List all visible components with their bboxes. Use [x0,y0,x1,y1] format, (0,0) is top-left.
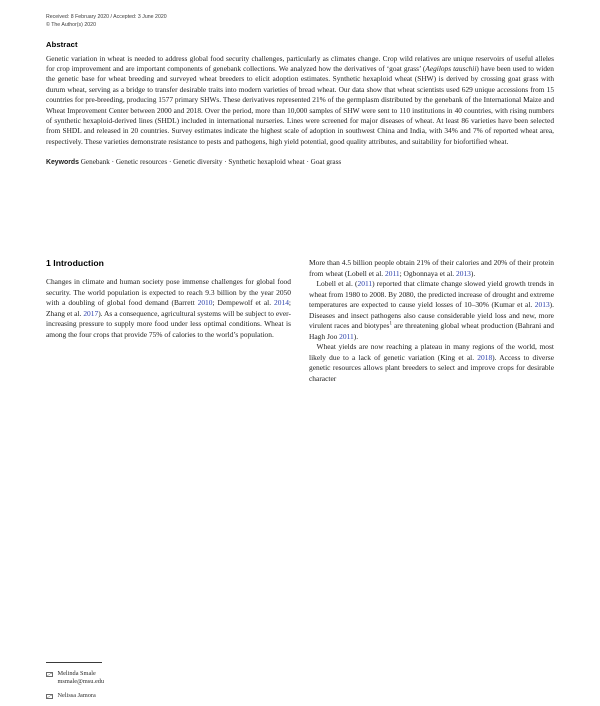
article-header [46,0,554,30]
author-name: Nelissa Jamora [57,691,96,699]
citation-kumar-2013[interactable]: 2013 [534,300,550,310]
page-content [46,0,554,699]
left-column [46,258,291,699]
citation-lobell-2011[interactable]: 2011 [385,268,400,278]
received-accepted-line: Received: 8 February 2020 / Accepted: 3 June 2020 [46,14,167,20]
right-paragraph-3 [309,342,554,384]
right-p2-text-b: ) reported that climate change slowed yield growth trends in wheat from 1980 to 2008. By 2080, the predicted increase of drought and extreme temperatures are expected to cause yield losses of 10–30% (Kumar et al. [309,279,554,310]
abstract-text-part1: Genetic variation in wheat is needed to address global food security challenges, particularly as climates change. Crop wild relatives are unique reservoirs of useful alleles for crop improvement and are important components of genebank collections. We analyzed how the derivatives of ‘goat grass’ ( [46,53,554,73]
left-p1-text-b: ; Dempewolf et al. [212,298,275,308]
abstract-body [46,54,554,148]
citation-barrett-2010[interactable]: 2010 [197,298,213,308]
right-paragraph-2 [309,279,554,342]
body-columns [46,258,554,699]
citation-dempewolf-2014[interactable]: 2014 [274,298,289,308]
right-p2-text-c: ). Diseases and insect pathogens also cause considerable yield loss and new, more virulent races and biotypes [309,300,554,331]
citation-king-2018[interactable]: 2018 [477,352,493,362]
citation-lobell-2011-inline[interactable]: 2011 [357,279,373,289]
species-name-italic: Aegilops tauschii [425,63,477,73]
correspondence-author-2 [58,692,96,700]
author-name: Melinda Smale [57,670,96,677]
left-p1-text-d: ). As a consequence, agricultural systems will be subject to ever-increasing pressure to supply more food under less optimal conditions. Wheat is among the four crops that provide 75% of calories to the world’s population. [46,308,291,339]
correspondence-entry-1 [46,670,291,686]
left-paragraph-1 [46,277,291,340]
envelope-icon [46,694,53,699]
envelope-icon [46,672,53,677]
right-p3-text-a: Wheat yields are now reaching a plateau in many regions of the world, most likely due to a lack of genetic variation (King et al. [309,342,554,362]
correspondence-author-1 [58,670,105,686]
footnote-separator-rule [46,662,102,663]
right-p2-text-a: Lobell et al. ( [316,279,358,289]
citation-bahrani-2011[interactable]: 2011 [339,331,354,341]
correspondence-entry-2 [46,692,291,700]
introduction-heading: 1 Introduction [46,258,104,268]
copyright-line: © The Author(s) 2020 [46,22,96,29]
abstract-heading: Abstract [46,40,78,50]
right-p2-text-e: ). [353,331,359,341]
author-email[interactable]: msmale@msu.edu [57,678,105,686]
citation-ogbonnaya-2013[interactable]: 2013 [456,268,471,278]
correspondence-block [46,662,291,706]
right-p1-text-b: ; Ogbonnaya et al. [399,268,456,278]
right-p2-text-d: are threatening global wheat production (Bahrani and Hagh Joo [309,321,554,341]
right-paragraph-1 [309,258,554,279]
keywords-label: Keywords [46,158,79,166]
right-column [309,258,554,385]
right-p3-text-b: ). Access to diverse genetic resources allows plant breeders to select and improve crops for desirable character [309,352,554,384]
left-p1-text-a: Changes in climate and human society pose immense challenges for global food security. The world population is expected to reach 9.3 billion by the year 2050 with a doubling of global food demand (Barrett [46,277,291,308]
abstract-text-part2: ) have been used to widen the genetic base for wheat breeding and surveyed wheat breeders to elicit adoption estimates. Synthetic hexaploid wheat (SHW) is derived by crossing goat grass with durum wheat, serving as a bridge to transfer desirable traits into modern varieties of bread wheat. Our data show that wheat scientists used 629 unique accessions from 15 countries for pre-breeding, producing 1577 primary SHWs. These derivatives represented 21% of the germplasm distributed by the genebank of the International Maize and Wheat Improvement Center between 2000 and 2018. Over the period, more than 10,000 samples of SHW were sent to 110 institutions in 40 countries, with rising numbers of synthetic hexaploid-derived lines (SHDL) included in international nurseries. Lines were screened for major diseases of wheat. At least 86 varieties have been selected from SHDL and released in 20 countries. Survey estimates indicate the highest scale of adoption in southwest China and India, with 34% and 7% of reported wheat area, respectively. These varieties demonstrate resistance to pests and pathogens, high yield potential, good quality attributes, and suitability for biofortified wheat. [46,63,554,146]
citation-zhang-2017[interactable]: 2017 [83,308,99,318]
right-p1-text-a: More than 4.5 billion people obtain 21% of their calories and 20% of their protein from wheat (Lobell et al. [309,258,554,278]
keywords-line [46,157,554,168]
right-p1-text-c: ). [470,268,476,278]
left-p1-text-c: ; Zhang et al. [46,298,291,318]
keywords-list: Genebank · Genetic resources · Genetic diversity · Synthetic hexaploid wheat · Goat grass [80,157,342,166]
footnote-marker[interactable]: 1 [389,321,392,327]
